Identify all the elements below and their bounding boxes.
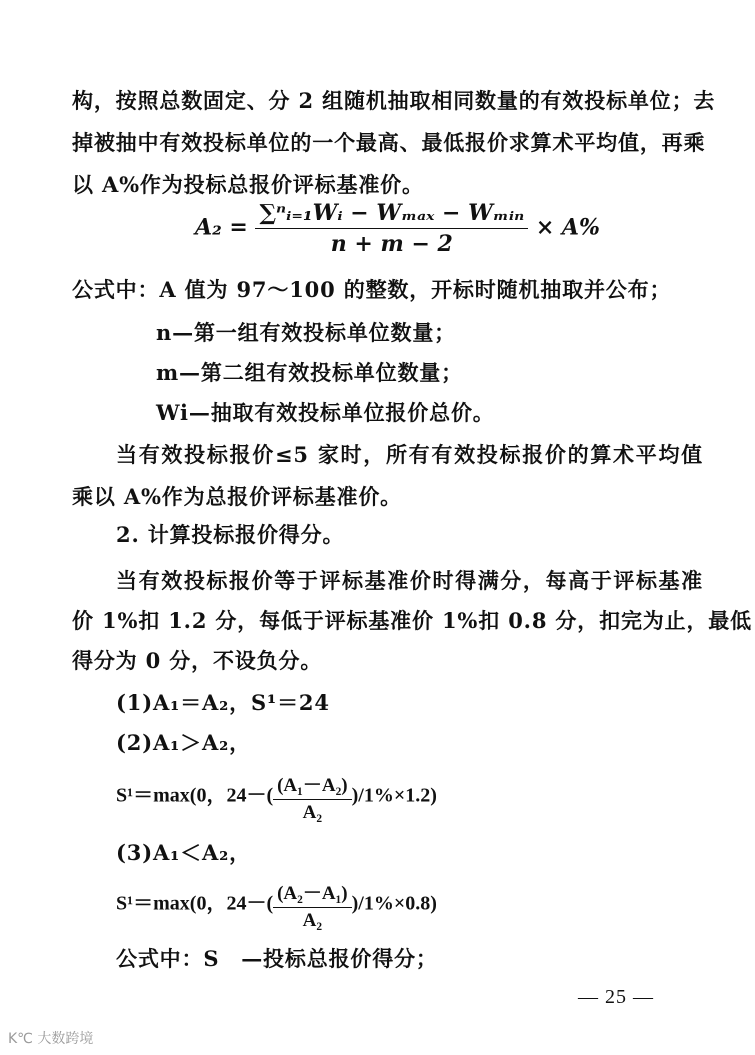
body-line-2: 掉被抽中有效投标单位的一个最高、最低报价求算术平均值，再乘 <box>72 130 706 155</box>
page-number: — 25 — <box>578 986 654 1008</box>
last-line: 公式中：S —投标总报价得分； <box>116 946 438 971</box>
case-2: (2)A₁＞A₂， <box>116 730 252 755</box>
formula-a2 <box>195 200 600 257</box>
case-2-numerator: (A₁－A₂) <box>273 770 352 800</box>
case-2-fraction <box>273 770 352 824</box>
note-m: m—第二组有效投标单位数量； <box>156 360 463 385</box>
para2-line-1: 当有效投标报价≤5 家时，所有有效投标报价的算术平均值 <box>116 442 703 467</box>
case-3: (3)A₁＜A₂， <box>116 840 252 865</box>
case-3-denominator: A₂ <box>302 910 323 931</box>
heading-2: 2. 计算投标报价得分。 <box>116 522 345 547</box>
formula-denominator: n + m − 2 <box>330 231 453 257</box>
case-3-fraction <box>273 878 352 932</box>
para3-line-2: 价 1%扣 1.2 分，每低于评标基准价 1%扣 0.8 分，扣完为止，最低 <box>72 608 752 633</box>
formula-numerator: ∑ⁿᵢ₌₁Wᵢ − Wₘₐₓ − Wₘᵢₙ <box>255 200 528 229</box>
formula-suffix: × A% <box>535 214 600 241</box>
case-1: (1)A₁＝A₂，S¹＝24 <box>116 690 330 715</box>
para3-line-1: 当有效投标报价等于评标基准价时得满分，每高于评标基准 <box>116 568 703 593</box>
body-line-3: 以 A%作为投标总报价评标基准价。 <box>72 172 424 197</box>
formula-fraction <box>255 200 528 257</box>
case-3-numerator: (A₂－A₁) <box>273 878 352 908</box>
note-n: n—第一组有效投标单位数量； <box>156 320 457 345</box>
formula-lhs: A₂ = <box>195 214 248 241</box>
case-2-prefix: S¹＝max(0，24－( <box>116 784 274 807</box>
para3-line-3: 得分为 0 分，不设负分。 <box>72 648 323 673</box>
case-2-denominator: A₂ <box>302 802 323 823</box>
case-3-prefix: S¹＝max(0，24－( <box>116 892 274 915</box>
note-intro: 公式中：A 值为 97～100 的整数，开标时随机抽取并公布； <box>72 277 672 302</box>
case-3-formula <box>116 878 437 932</box>
watermark-logo: K℃ 大数跨境 <box>8 1031 94 1047</box>
para2-line-2: 乘以 A%作为总报价评标基准价。 <box>72 484 402 509</box>
case-2-suffix: )/1%×1.2) <box>351 784 437 807</box>
note-wi: Wi—抽取有效投标单位报价总价。 <box>156 400 495 425</box>
case-2-formula <box>116 770 437 824</box>
case-3-suffix: )/1%×0.8) <box>351 892 437 915</box>
body-line-1: 构，按照总数固定、分 2 组随机抽取相同数量的有效投标单位；去 <box>72 88 716 113</box>
